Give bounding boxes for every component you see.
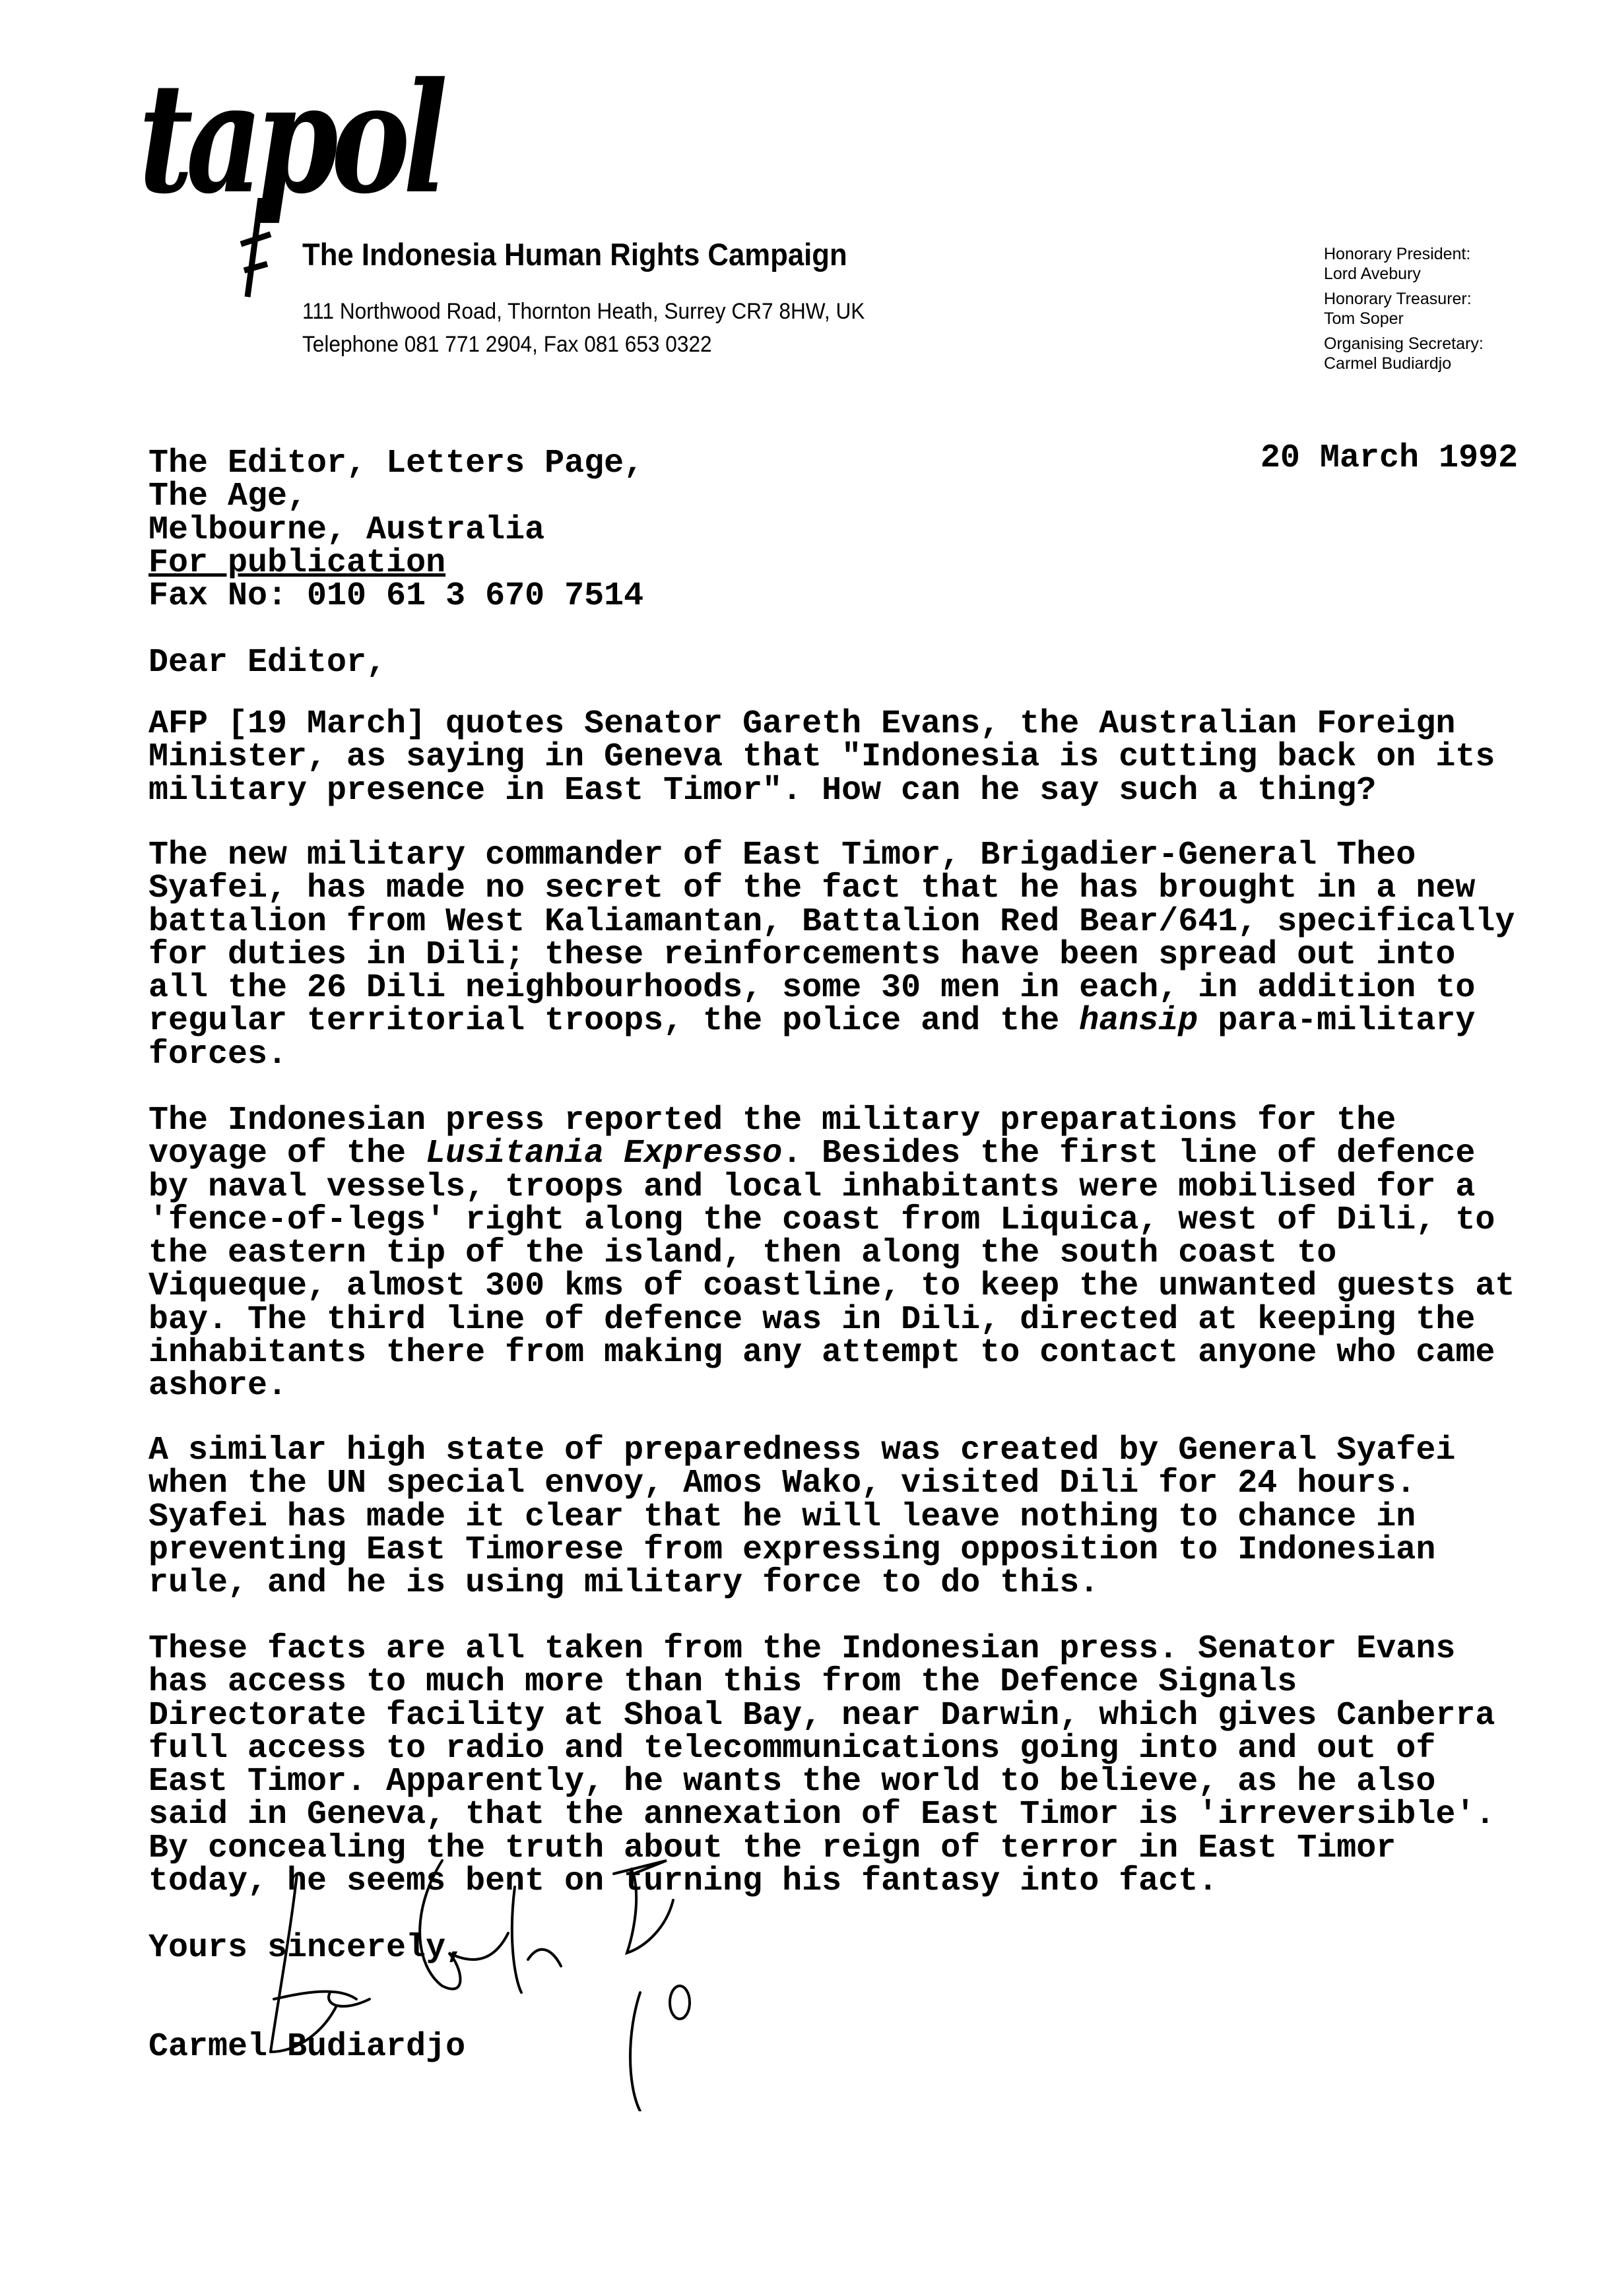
text-line: The new military commander of East Timor, Brigadier-General Theo [148,837,1416,874]
officer-president [1324,244,1484,284]
officer-role: Organising Secretary: [1324,335,1484,353]
text-line: full access to radio and telecommunications going into and out of [148,1729,1436,1768]
officer-name: Lord Avebury [1324,265,1421,283]
text-span: regular territorial troops, the police and the [148,1002,1080,1040]
text-line: Viqueque, almost 300 kms of coastline, to keep the unwanted guests at [148,1267,1515,1306]
organisation-contact: Telephone 081 771 2904, Fax 081 653 0322 [302,332,712,357]
text-line: when the UN special envoy, Amos Wako, visited Dili for 24 hours. [148,1465,1416,1503]
paragraph-3 [148,1104,1515,1403]
text-line: rule, and he is using military force to do this. [148,1564,1099,1603]
recipient-line: The Editor, Letters Page, [148,445,644,482]
tapol-logo: tapol [139,49,441,228]
signatory-name: Carmel Budiardjo [148,2028,466,2066]
text-line: all the 26 Dili neighbourhoods, some 30 men in each, in addition to [148,969,1476,1007]
text-line: Directorate facility at Shoal Bay, near Darwin, which gives Canberra [148,1696,1495,1735]
text-line: By concealing the truth about the reign of terror in East Timor [148,1829,1396,1867]
text-line: inhabitants there from making any attempt to contact anyone who came [148,1334,1495,1372]
closing: Yours sincerely, [148,1929,466,1967]
paragraph-2 [148,839,1515,1071]
text-line: The Indonesian press reported the military preparations for the [148,1102,1396,1139]
organisation-name: The Indonesia Human Rights Campaign [302,237,847,272]
paragraph-4 [148,1432,1456,1603]
text-line: These facts are all taken from the Indonesian press. Senator Evans [148,1630,1456,1668]
officer-name: Carmel Budiardjo [1324,354,1452,373]
text-line: 'fence-of-legs' right along the coast from Liquica, west of Dili, to [148,1201,1495,1239]
italic-ship-name: Lusitania Expresso [426,1135,783,1173]
text-line: for duties in Dili; these reinforcements have been spread out into [148,936,1456,974]
text-span: voyage of the [148,1135,426,1173]
officer-secretary [1324,334,1484,373]
handwritten-signature [244,1834,719,2111]
text-line: forces. [148,1035,288,1073]
recipient-line: The Age, [148,478,308,516]
text-line: battalion from West Kaliamantan, Battalion Red Bear/641, specifically [148,903,1515,941]
text-line: today, he seems bent on turning his fantasy into fact. [148,1863,1218,1901]
text-line: bay. The third line of defence was in Dili, directed at keeping the [148,1300,1476,1339]
text-line: preventing East Timorese from expressing opposition to Indonesian [148,1531,1436,1569]
recipient-fax: Fax No: 010 61 3 670 7514 [148,577,644,616]
recipient-line: Melbourne, Australia [148,511,545,549]
letter-date: 20 March 1992 [1260,439,1518,477]
officer-treasurer [1324,289,1484,329]
officer-role: Honorary President: [1324,245,1471,263]
text-line: said in Geneva, that the annexation of East Timor is 'irreversible'. [148,1796,1495,1834]
text-line: Syafei, has made no secret of the fact that he has brought in a new [148,870,1476,908]
text-line: East Timor. Apparently, he wants the world to believe, as he also [148,1763,1436,1801]
text-line: ashore. [148,1367,288,1405]
recipient-block [148,445,644,616]
salutation: Dear Editor, [148,644,387,682]
text-line: has access to much more than this from the Defence Signals [148,1663,1297,1702]
barbed-wire-logo-mark [231,198,310,303]
text-line [148,1002,1515,1040]
text-line: by naval vessels, troops and local inhabitants were mobilised for a [148,1168,1476,1206]
text-line [148,1135,1515,1173]
organisation-address: 111 Northwood Road, Thornton Heath, Surrey CR7 8HW, UK [302,299,865,324]
text-span: para-military [1198,1002,1476,1040]
text-line: A similar high state of preparedness was created by General Syafei [148,1432,1456,1469]
officer-role: Honorary Treasurer: [1324,290,1472,308]
officers-list [1324,244,1484,379]
officer-name: Tom Soper [1324,309,1404,328]
text-span: . Besides the first line of defence [782,1135,1476,1173]
text-line: Minister, as saying in Geneva that "Indonesia is cutting back on its [148,738,1495,777]
text-line: Syafei has made it clear that he will leave nothing to chance in [148,1498,1416,1536]
publication-note: For publication [148,544,446,582]
text-line: the eastern tip of the island, then along the south coast to [148,1234,1337,1273]
paragraph-1 [148,705,1495,810]
italic-term: hansip [1079,1002,1198,1040]
text-line: AFP [19 March] quotes Senator Gareth Evans, the Australian Foreign [148,705,1456,743]
text-line: military presence in East Timor". How can he say such a thing? [148,771,1377,810]
